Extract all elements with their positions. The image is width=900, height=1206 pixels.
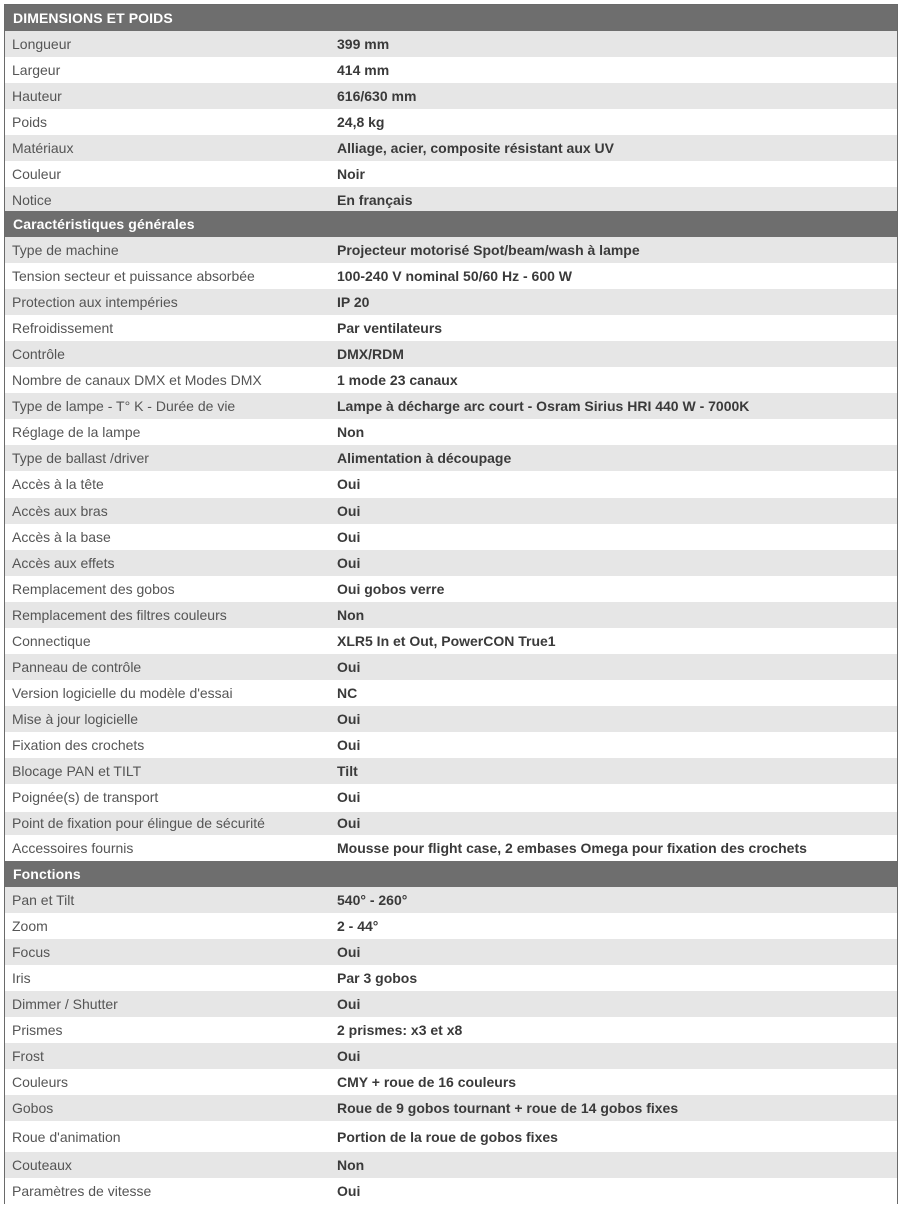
spec-row-materiaux xyxy=(5,135,897,161)
spec-label: Hauteur xyxy=(12,88,62,105)
spec-label: Mise à jour logicielle xyxy=(12,710,139,727)
section-header-dimensions-et-poids: DIMENSIONS ET POIDS xyxy=(5,5,897,31)
spec-label: Longueur xyxy=(12,36,72,52)
spec-label: Couteaux xyxy=(12,1157,72,1173)
spec-row-mise-a-jour-logicielle xyxy=(5,706,897,732)
spec-value: Oui xyxy=(337,554,361,571)
spec-row-gobos xyxy=(5,1095,897,1121)
spec-value: 414 mm xyxy=(337,62,390,79)
spec-value: Non xyxy=(337,424,365,441)
spec-label: Iris xyxy=(12,970,31,987)
spec-row-remplacement-des-filtres-couleurs xyxy=(5,602,897,628)
spec-value: NC xyxy=(337,684,358,701)
spec-row-couteaux xyxy=(5,1152,897,1178)
spec-row-acces-aux-bras xyxy=(5,498,897,524)
spec-label: Accès aux bras xyxy=(12,502,108,519)
spec-label: Point de fixation pour élingue de sécurité xyxy=(12,815,265,831)
spec-label: Réglage de la lampe xyxy=(12,424,141,441)
spec-row-version-logicielle-du-modele-d-essai xyxy=(5,680,897,706)
spec-value: Non xyxy=(337,606,365,623)
spec-value: DMX/RDM xyxy=(337,346,404,363)
spec-value: Noir xyxy=(337,166,365,183)
spec-value: Par ventilateurs xyxy=(337,320,443,337)
spec-value: Oui xyxy=(337,476,361,493)
spec-value: Par 3 gobos xyxy=(337,970,418,987)
spec-row-reglage-de-la-lampe xyxy=(5,419,897,445)
spec-row-fixation-des-crochets xyxy=(5,732,897,758)
spec-value: CMY + roue de 16 couleurs xyxy=(337,1074,517,1091)
spec-label: Gobos xyxy=(12,1100,54,1117)
spec-label: Type de machine xyxy=(12,242,119,258)
spec-row-accessoires-fournis xyxy=(5,835,897,861)
spec-label: Refroidissement xyxy=(12,320,114,337)
spec-value: 24,8 kg xyxy=(337,114,385,131)
spec-label: Contrôle xyxy=(12,346,65,363)
spec-row-poignee-s-de-transport xyxy=(5,784,897,810)
spec-label: Roue d'animation xyxy=(12,1129,121,1145)
section-header-caracteristiques-generales: Caractéristiques générales xyxy=(5,211,897,237)
spec-label: Dimmer / Shutter xyxy=(12,996,118,1013)
spec-row-roue-d-animation xyxy=(5,1122,897,1152)
spec-row-type-de-lampe-t-k-duree-de-vie xyxy=(5,393,897,419)
spec-row-prismes xyxy=(5,1017,897,1043)
spec-row-protection-aux-intemperies xyxy=(5,289,897,315)
spec-label: Poignée(s) de transport xyxy=(12,789,159,806)
spec-label: Fixation des crochets xyxy=(12,736,145,753)
spec-label: Remplacement des gobos xyxy=(12,580,175,597)
spec-label: Accès à la base xyxy=(12,528,111,545)
spec-value: Roue de 9 gobos tournant + roue de 14 gobos fixes xyxy=(337,1100,679,1117)
spec-value: Alliage, acier, composite résistant aux UV xyxy=(337,140,614,157)
spec-row-nombre-de-canaux-dmx-et-modes-dmx xyxy=(5,367,897,393)
spec-value: Alimentation à découpage xyxy=(337,450,512,467)
spec-value: Portion de la roue de gobos fixes xyxy=(337,1129,558,1145)
spec-value: XLR5 In et Out, PowerCON True1 xyxy=(337,632,556,649)
spec-row-tension-secteur-et-puissance-absorbee xyxy=(5,263,897,289)
spec-value: 1 mode 23 canaux xyxy=(337,372,458,389)
spec-row-acces-a-la-tete xyxy=(5,471,897,497)
spec-row-couleurs xyxy=(5,1069,897,1095)
spec-sheet xyxy=(4,4,898,1204)
spec-row-panneau-de-controle xyxy=(5,654,897,680)
spec-value: IP 20 xyxy=(337,294,370,311)
spec-row-blocage-pan-et-tilt xyxy=(5,758,897,784)
spec-row-remplacement-des-gobos xyxy=(5,576,897,602)
spec-value: Lampe à décharge arc court - Osram Sirius HRI 440 W - 7000K xyxy=(337,398,750,415)
spec-label: Focus xyxy=(12,944,51,961)
spec-row-longueur xyxy=(5,31,897,57)
spec-value: Projecteur motorisé Spot/beam/wash à lampe xyxy=(337,242,640,258)
spec-label: Couleur xyxy=(12,166,62,183)
spec-value: 100-240 V nominal 50/60 Hz - 600 W xyxy=(337,268,572,285)
spec-label: Accès aux effets xyxy=(12,554,115,571)
spec-row-zoom xyxy=(5,913,897,939)
spec-value: Oui xyxy=(337,710,361,727)
spec-label: Matériaux xyxy=(12,140,74,157)
spec-row-parametres-de-vitesse xyxy=(5,1178,897,1205)
spec-row-point-de-fixation-pour-elingue-de-securite xyxy=(5,812,897,835)
spec-label: Poids xyxy=(12,114,48,131)
spec-label: Largeur xyxy=(12,62,61,79)
spec-row-controle xyxy=(5,341,897,367)
spec-value: Non xyxy=(337,1157,365,1173)
spec-value: Oui xyxy=(337,736,361,753)
spec-label: Notice xyxy=(12,192,52,209)
spec-value: Oui xyxy=(337,1183,361,1199)
spec-row-largeur xyxy=(5,57,897,83)
spec-row-type-de-ballast-driver xyxy=(5,445,897,471)
spec-label: Version logicielle du modèle d'essai xyxy=(12,684,233,701)
spec-row-poids xyxy=(5,109,897,135)
spec-value: Oui xyxy=(337,1048,361,1065)
spec-label: Couleurs xyxy=(12,1074,69,1091)
spec-value: Oui gobos verre xyxy=(337,580,445,597)
spec-value: 2 prismes: x3 et x8 xyxy=(337,1022,463,1039)
spec-row-type-de-machine xyxy=(5,237,897,263)
spec-value: Oui xyxy=(337,502,361,519)
spec-value: Tilt xyxy=(337,763,358,779)
spec-label: Prismes xyxy=(12,1022,63,1039)
spec-row-frost xyxy=(5,1043,897,1069)
spec-value: En français xyxy=(337,192,413,209)
spec-label: Blocage PAN et TILT xyxy=(12,763,142,779)
spec-value: 399 mm xyxy=(337,36,390,52)
spec-label: Paramètres de vitesse xyxy=(12,1183,152,1199)
section-header-fonctions: Fonctions xyxy=(5,861,897,887)
spec-label: Tension secteur et puissance absorbée xyxy=(12,268,255,285)
spec-label: Type de lampe - T° K - Durée de vie xyxy=(12,398,236,415)
spec-label: Pan et Tilt xyxy=(12,892,75,908)
spec-row-dimmer-shutter xyxy=(5,991,897,1017)
spec-value: Mousse pour flight case, 2 embases Omega pour fixation des crochets xyxy=(337,840,807,856)
spec-label: Nombre de canaux DMX et Modes DMX xyxy=(12,372,262,389)
spec-label: Type de ballast /driver xyxy=(12,450,149,467)
spec-value: Oui xyxy=(337,789,361,806)
spec-value: 2 - 44° xyxy=(337,918,379,935)
spec-label: Panneau de contrôle xyxy=(12,658,142,675)
spec-label: Frost xyxy=(12,1048,44,1065)
spec-row-iris xyxy=(5,965,897,991)
spec-row-hauteur xyxy=(5,83,897,109)
spec-row-acces-a-la-base xyxy=(5,524,897,550)
spec-value: Oui xyxy=(337,996,361,1013)
spec-label: Connectique xyxy=(12,632,91,649)
spec-value: Oui xyxy=(337,658,361,675)
spec-value: Oui xyxy=(337,944,361,961)
spec-row-refroidissement xyxy=(5,315,897,341)
spec-label: Protection aux intempéries xyxy=(12,294,178,311)
spec-row-notice xyxy=(5,187,897,213)
spec-row-pan-et-tilt xyxy=(5,887,897,913)
spec-label: Zoom xyxy=(12,918,48,935)
spec-value: 616/630 mm xyxy=(337,88,417,105)
spec-label: Remplacement des filtres couleurs xyxy=(12,606,227,623)
spec-row-focus xyxy=(5,939,897,965)
spec-label: Accessoires fournis xyxy=(12,840,134,856)
spec-value: Oui xyxy=(337,528,361,545)
spec-row-couleur xyxy=(5,161,897,187)
spec-label: Accès à la tête xyxy=(12,476,104,493)
spec-value: 540° - 260° xyxy=(337,892,408,908)
spec-row-connectique xyxy=(5,628,897,654)
spec-value: Oui xyxy=(337,815,361,831)
spec-row-acces-aux-effets xyxy=(5,550,897,576)
